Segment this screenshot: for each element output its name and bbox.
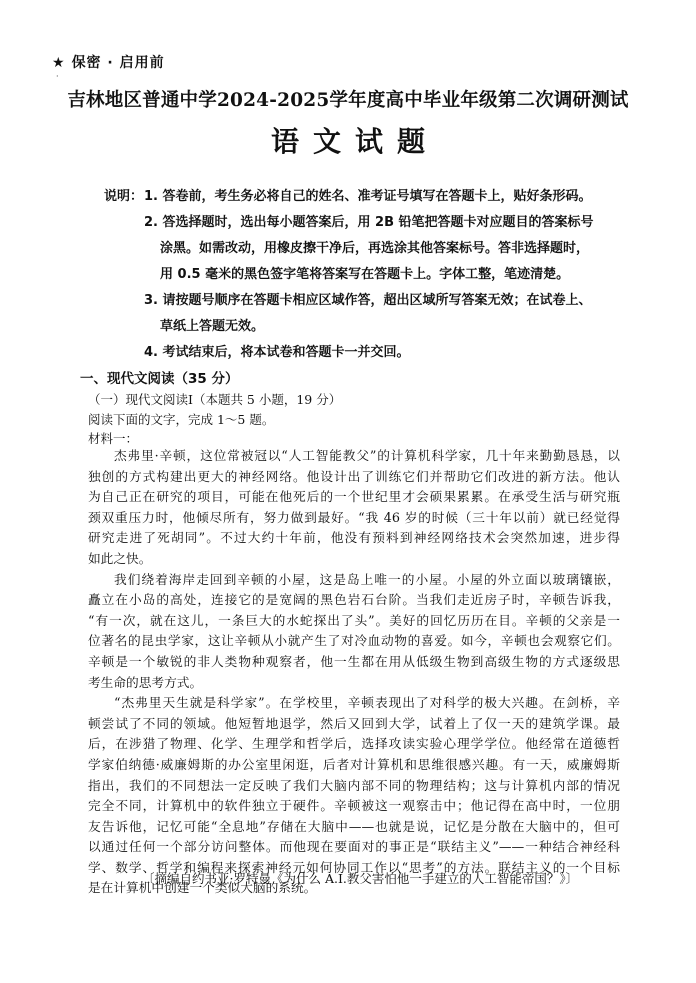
star-icon: ★ [52, 55, 66, 71]
instruction-item-2 [104, 210, 649, 288]
article-line: 后，在涉猎了物理、化学、生理学和哲学后，选择攻读实验心理学学位。他经常在道德哲 [88, 736, 620, 752]
article-line: 为自己正在研究的项目，可能在他死后的一个世纪里才会硕果累累。在承受生活与研究瓶 [88, 489, 620, 505]
article-line: 位著名的昆虫学家，这让辛顿从小就产生了对冷血动物的喜爱。如今，辛顿也会观察它们。 [88, 633, 620, 649]
article-line: 辛顿是一个敏锐的非人类物种观察者，他一生都在用从低级生物到高级生物的方式逐级思 [88, 653, 620, 669]
article-line: “有一次，就在这儿，一条巨大的水蛇探出了头”。美好的回忆历历在目。辛顿的父亲是一 [88, 612, 620, 628]
article-line: 我们绕着海岸走回到辛顿的小屋，这是岛上唯一的小屋。小屋的外立面以玻璃镶嵌， [114, 571, 620, 587]
instruction-line: 用 0.5 毫米的黑色签字笔将答案写在答题卡上。字体工整，笔迹清楚。 [160, 267, 570, 282]
citation: 〔摘编自约书亚·罗特曼《为什么 A.I.教父害怕他一手建立的人工智能帝国？》〕 [142, 871, 579, 886]
instruction-line: 草纸上答题无效。 [160, 319, 265, 334]
instruction-line: 1. 答卷前，考生务必将自己的姓名、准考证号填写在答题卡上，贴好条形码。 [144, 189, 592, 204]
material-label: 材料一： [88, 431, 139, 446]
confidential-label: 保密 · 启用前 [71, 55, 165, 71]
article-text [88, 446, 620, 899]
article-line: “杰弗里天生就是科学家”。在学校里，辛顿表现出了对科学的极大兴趣。在剑桥，辛 [114, 695, 620, 711]
confidentiality-mark [52, 52, 165, 72]
article-line: 研究走进了死胡同”。不过大约十年前，他没有预料到神经网络技术会突然加速，进步得 [88, 530, 620, 546]
article-line: 指出，我们的不同想法一定反映了我们大脑内部不同的物理结构；这与计算机内部的情况 [88, 777, 620, 793]
instruction-item-4 [104, 340, 649, 366]
subject-title: 语文试题 [270, 125, 439, 158]
article-line: 颈双重压力时，他倾尽所有，努力做到最好。“我 46 岁的时候（三十年以前）就已经觉得 [88, 509, 620, 525]
article-line: 考生命的思考方式。 [88, 674, 203, 690]
article-line: 学家伯纳德·威廉姆斯的办公室里闲逛，后者对计算机和思维很感兴趣。有一天，威廉姆斯 [88, 756, 620, 772]
exam-title: 吉林地区普通中学2024-2025学年度高中毕业年级第二次调研测试 [67, 90, 629, 111]
instruction-line: 涂黑。如需改动，用橡皮擦干净后，再选涂其他答案标号。答非选择题时， [160, 241, 590, 256]
article-line: 以通过任何一个部分访问整体。而他现在要面对的事正是“联结主义”——一种结合神经科 [88, 839, 620, 855]
article-line: 杰弗里·辛顿，这位常被冠以“人工智能教父”的计算机科学家，几十年来勤勤恳恳，以 [114, 448, 620, 463]
instructions-block [104, 184, 649, 366]
article-line: 完全不同，计算机中的软件独立于硬件。辛顿被这一观察击中；他记得在高中时，一位朋 [88, 798, 620, 814]
section-heading: 一、现代文阅读（35 分） [80, 371, 239, 387]
instruction-line: 4. 考试结束后，将本试卷和答题卡一并交回。 [144, 345, 410, 360]
article-line: 顿尝试了不同的领域。他短暂地退学，然后又回到大学，试着上了仅一天的建筑学课。最 [88, 715, 620, 731]
reading-prompt: 阅读下面的文字，完成 1～5 题。 [88, 412, 275, 427]
sub-section-heading: （一）现代文阅读Ⅰ（本题共 5 小题，19 分） [88, 392, 342, 407]
instruction-item-1 [104, 184, 649, 210]
instruction-item-3 [104, 288, 649, 340]
instructions-lead: 说明： [104, 189, 144, 204]
article-line: 是在计算机中创建一个类似大脑的系统。 [88, 880, 317, 896]
article-line: 学、数学、哲学和编程来探索神经元如何协同工作以“思考”的方法。联结主义的一个目标 [88, 859, 620, 875]
article-line: 如此之快。 [88, 550, 152, 566]
article-line: 独创的方式构建出更大的神经网络。他设计出了训练它们并帮助它们改进的新方法。他认 [88, 468, 620, 484]
article-line: 友告诉他，记忆可能“全息地”存储在大脑中——也就是说，记忆是分散在大脑中的，但可 [88, 818, 620, 834]
instruction-line: 3. 请按题号顺序在答题卡相应区域作答，超出区域所写答案无效；在试卷上、 [144, 293, 592, 308]
instruction-line: 2. 答选择题时，选出每小题答案后，用 2B 铅笔把答题卡对应题目的答案标号 [144, 215, 594, 230]
small-dot: · [56, 72, 59, 81]
article-line: 矗立在小岛的高处，连接它的是宽阔的黑色岩石台阶。当我们走近房子时，辛顿告诉我， [88, 592, 620, 608]
